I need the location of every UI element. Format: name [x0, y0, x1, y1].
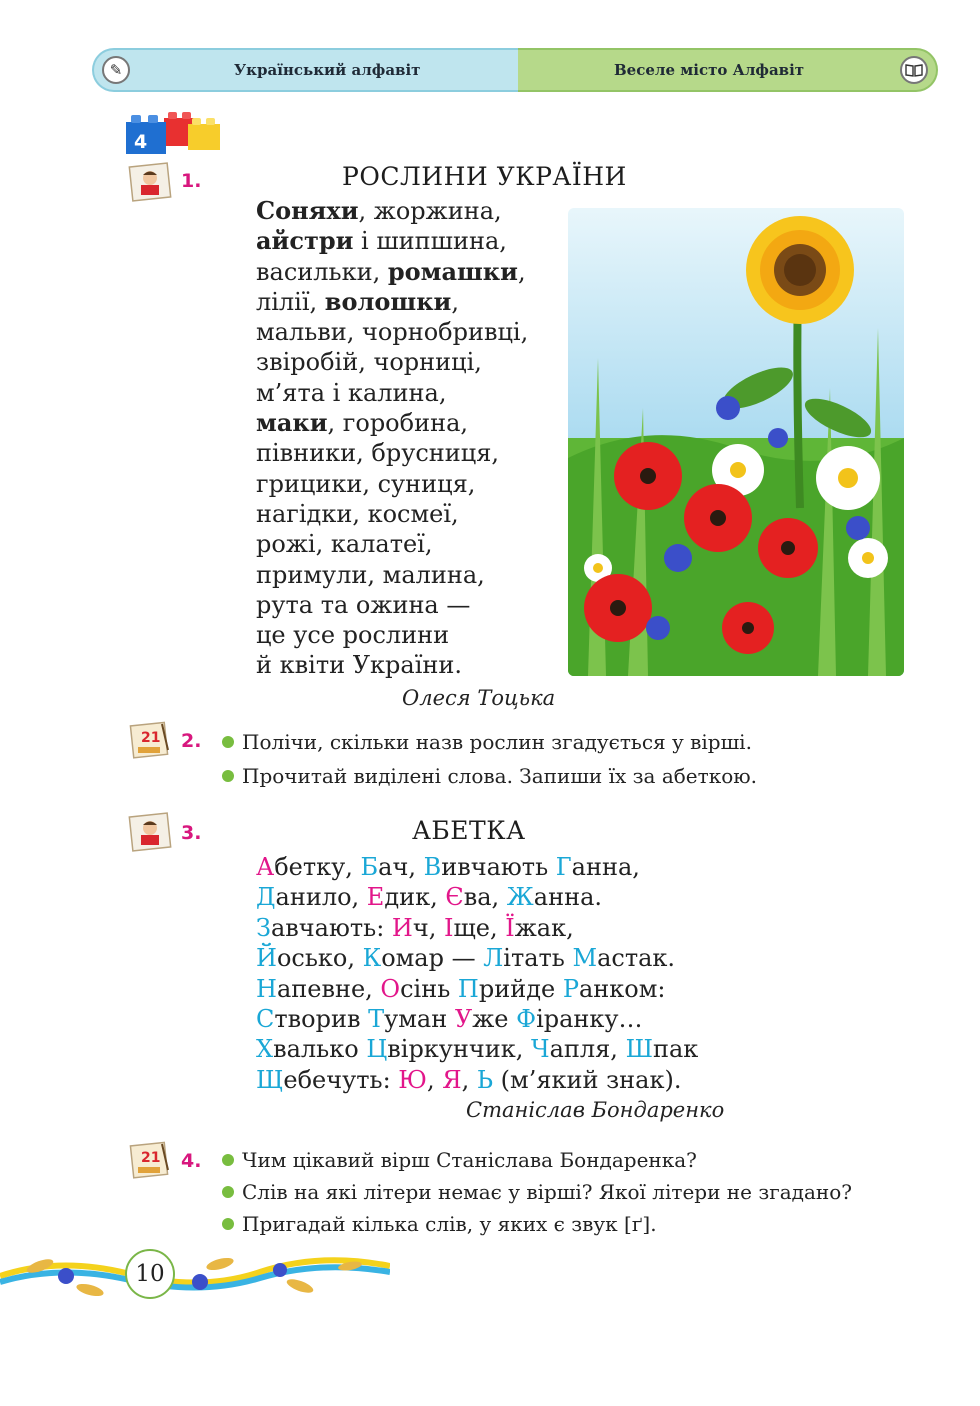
poem-text: лілії, [256, 287, 325, 316]
header-left-title: Український алфавіт [234, 61, 421, 79]
poem-text: , [517, 257, 526, 286]
alphabet-text: рийде [478, 974, 563, 1003]
alphabet-text: сінь [400, 974, 458, 1003]
poem-text: примули, малина, [256, 560, 485, 589]
task3-title: АБЕТКА [412, 816, 526, 845]
task4-item-1: Чим цікавий вірш Станіслава Бондаренка? [222, 1148, 697, 1172]
writing-calendar-icon [128, 1140, 182, 1188]
alphabet-text: осько, [276, 944, 363, 973]
bold-plant-word: волошки [324, 286, 452, 316]
alphabet-text: астак. [597, 944, 676, 973]
consonant-letter: З [256, 913, 271, 942]
poem-text: мальви, чорнобривці, [256, 318, 529, 347]
consonant-letter: Р [562, 974, 579, 1003]
alphabet-text: творив [274, 1005, 369, 1034]
alphabet-line [256, 974, 698, 1004]
consonant-letter: Ф [516, 1005, 537, 1034]
bullet [222, 736, 234, 748]
poem-line [256, 590, 528, 620]
alphabet-text: бетку, [274, 853, 361, 881]
poem-text: півники, брусниця, [256, 439, 499, 468]
consonant-letter: Т [368, 1005, 385, 1034]
svg-text:21: 21 [141, 1150, 161, 1166]
alphabet-line [256, 1004, 698, 1034]
vowel-letter: А [256, 853, 275, 881]
consonant-letter: К [362, 944, 382, 973]
bullet [222, 1154, 234, 1166]
poem-line [256, 650, 528, 680]
alphabet-line [256, 943, 698, 973]
poem-text: звіробій, чорниці, [256, 348, 482, 377]
task3-author: Станіслав Бондаренко [466, 1098, 725, 1122]
alphabet-line [256, 852, 698, 882]
vowel-letter: Є [445, 883, 464, 912]
poem-line [256, 317, 528, 347]
vowel-letter: І [443, 913, 454, 942]
consonant-letter: Ш [625, 1035, 653, 1064]
alphabet-line [256, 882, 698, 912]
alphabet-text: уман [384, 1005, 455, 1034]
alphabet-text: апевне, [276, 974, 381, 1003]
consonant-letter: С [256, 1005, 275, 1034]
consonant-letter: Ч [531, 1035, 550, 1064]
alphabet-line [256, 1065, 698, 1095]
bullet [222, 770, 234, 782]
reading-icon [128, 812, 182, 860]
alphabet-text: ебечуть: [283, 1065, 399, 1094]
poem-text: це усе рослини [256, 621, 450, 650]
alphabet-text: анило, [275, 883, 367, 912]
alphabet-text: , [461, 1065, 477, 1094]
alphabet-text: анком: [578, 974, 666, 1003]
vowel-letter: Ю [398, 1065, 427, 1094]
page-number: 10 [125, 1249, 175, 1299]
pen-icon: ✎ [102, 56, 130, 84]
task2-number: 2. [181, 730, 202, 752]
poem-line [256, 560, 528, 590]
poem-text: м’ята і калина, [256, 378, 447, 407]
poem-text: , [451, 287, 459, 316]
bold-plant-word: маки [256, 408, 328, 438]
alphabet-line [256, 913, 698, 943]
poem-line [256, 529, 528, 559]
alphabet-text: пак [652, 1035, 699, 1064]
header-bar [92, 48, 938, 94]
poem-text: грицики, суниця, [256, 469, 476, 498]
header-right-panel [518, 48, 938, 92]
poem-text: , горобина, [327, 409, 469, 438]
consonant-letter: Б [360, 853, 379, 881]
consonant-letter: Л [483, 944, 504, 973]
alphabet-text: авчають: [270, 913, 392, 942]
poem-line [256, 499, 528, 529]
alphabet-text: ч, [412, 913, 444, 942]
consonant-letter: Й [256, 944, 277, 973]
alphabet-text: ще, [453, 913, 506, 942]
consonant-letter: Ц [366, 1035, 388, 1064]
poem-line [256, 620, 528, 650]
consonant-letter: П [457, 974, 479, 1003]
section-number: 4 [134, 131, 148, 153]
alphabet-text: ітать [503, 944, 573, 973]
poem-line [256, 196, 528, 226]
alphabet-text: валько [273, 1035, 367, 1064]
bold-plant-word: ромашки [387, 256, 518, 286]
alphabet-line [256, 1034, 698, 1064]
poem-line [256, 469, 528, 499]
section-blocks-icon [124, 108, 224, 156]
poem-line [256, 347, 528, 377]
poem-text: рожі, калатеї, [256, 530, 433, 559]
alphabet-text: анна. [533, 883, 603, 912]
vowel-letter: Я [442, 1065, 462, 1094]
alphabet-text: жак, [514, 913, 574, 942]
footer-decoration [0, 1236, 390, 1316]
book-icon [900, 56, 928, 84]
alphabet-text: апля, [549, 1035, 626, 1064]
writing-calendar-icon [128, 720, 182, 768]
alphabet-text: ва, [463, 883, 507, 912]
task1-title: РОСЛИНИ УКРАЇНИ [342, 162, 627, 191]
poem-line [256, 438, 528, 468]
poem-line [256, 226, 528, 256]
poem-text: рута та ожина — [256, 590, 471, 619]
task2-item-1: Полічи, скільки назв рослин згадується у вірші. [222, 730, 752, 754]
svg-text:21: 21 [141, 730, 161, 746]
header-left-panel [92, 48, 520, 92]
alphabet-text: дик, [384, 883, 446, 912]
alphabet-text: анна, [571, 853, 640, 881]
vowel-letter: О [380, 974, 401, 1003]
alphabet-text: же [472, 1005, 517, 1034]
alphabet-text: ивчають [441, 853, 556, 881]
poem-text: , жоржина, [358, 197, 502, 225]
task1-number: 1. [181, 170, 202, 192]
vowel-letter: И [391, 913, 413, 942]
task2-item-2: Прочитай виділені слова. Запиши їх за абеткою. [222, 764, 757, 788]
consonant-letter: Н [256, 974, 277, 1003]
bullet [222, 1186, 234, 1198]
consonant-letter: Щ [256, 1065, 284, 1094]
alphabet-text: (м’який знак). [493, 1065, 682, 1094]
poem-line [256, 378, 528, 408]
alphabet-text: ач, [378, 853, 424, 881]
poem-text: і шипшина, [353, 227, 507, 256]
consonant-letter: Г [555, 853, 572, 881]
poem-text: й квіти України. [256, 651, 463, 680]
bullet [222, 1218, 234, 1230]
alphabet-text: омар — [381, 944, 484, 973]
task4-number: 4. [181, 1150, 202, 1172]
consonant-letter: Ь [476, 1065, 494, 1094]
alphabet-text: , [426, 1065, 443, 1094]
consonant-letter: Ж [506, 883, 534, 912]
header-right-title: Веселе місто Алфавіт [614, 61, 805, 79]
poem-line [256, 287, 528, 317]
vowel-letter: Ї [505, 913, 515, 942]
task3-number: 3. [181, 822, 202, 844]
consonant-letter: Д [256, 883, 276, 912]
poem-text: нагідки, космеї, [256, 499, 459, 528]
task4-item-3: Пригадай кілька слів, у яких є звук [ґ]. [222, 1212, 657, 1236]
consonant-letter: В [423, 853, 442, 881]
reading-icon [128, 162, 182, 210]
task4-item-2: Слів на які літери немає у вірші? Якої літери не згадано? [222, 1180, 852, 1204]
consonant-letter: М [572, 944, 598, 973]
consonant-letter: Х [256, 1035, 274, 1064]
alphabet-text: іранку… [536, 1005, 643, 1034]
alphabet-text: віркунчик, [387, 1035, 532, 1064]
task1-poem [256, 196, 528, 681]
task1-author: Олеся Тоцька [402, 686, 556, 710]
poem-text: васильки, [256, 257, 388, 286]
bold-plant-word: Соняхи [256, 196, 359, 225]
task3-poem [256, 852, 698, 1095]
vowel-letter: У [454, 1005, 473, 1034]
poem-line [256, 257, 528, 287]
vowel-letter: Е [366, 883, 385, 912]
flowers-illustration [568, 208, 904, 676]
poem-line [256, 408, 528, 438]
bold-plant-word: айстри [256, 226, 354, 256]
